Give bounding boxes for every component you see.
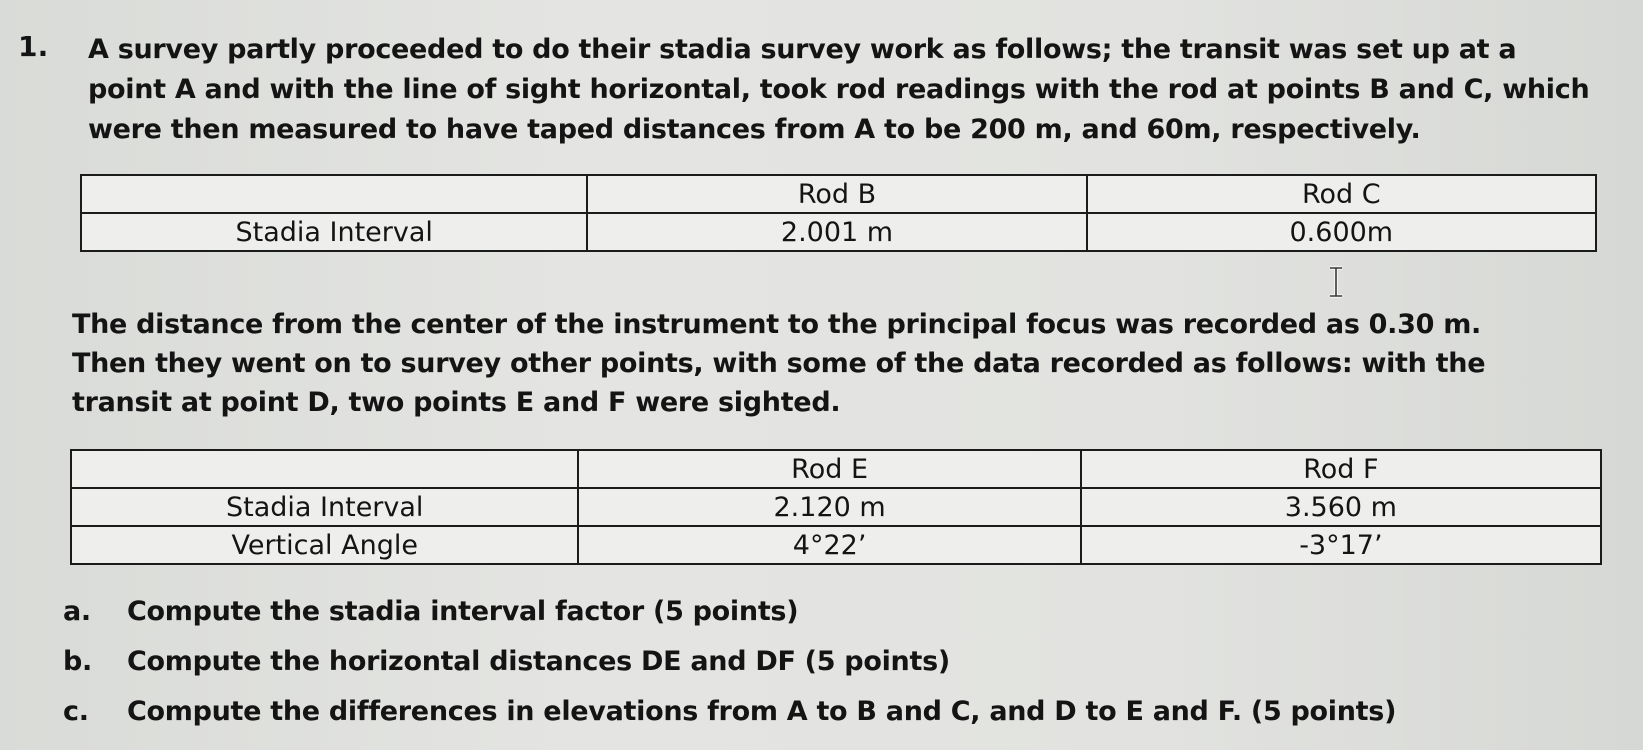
rod-ef-table [70, 449, 1602, 565]
table-header-cell-empty [81, 175, 587, 213]
question-marker: a. [63, 596, 91, 627]
question-list [60, 590, 1396, 740]
rod-f-stadia-interval: 3.560 m [1081, 488, 1601, 526]
table-header-cell-empty [71, 450, 578, 488]
row-label-stadia-interval: Stadia Interval [71, 488, 578, 526]
row-label-stadia-interval: Stadia Interval [81, 213, 587, 251]
rod-c-stadia-interval: 0.600m [1087, 213, 1596, 251]
text-cursor-icon [1328, 266, 1344, 298]
intro-line-2: point A and with the line of sight horizontal, took rod readings with the rod at points B and C, which [88, 74, 1590, 105]
rod-bc-table [80, 174, 1597, 252]
table-header-row [71, 450, 1601, 488]
list-item [60, 690, 1396, 740]
middle-line-2: Then they went on to survey other points, with some of the data recorded as follows: with the [72, 348, 1486, 379]
intro-line-3: were then measured to have taped distances from A to be 200 m, and 60m, respectively. [88, 114, 1421, 145]
list-item [60, 590, 1396, 640]
problem-middle-text [72, 305, 1485, 422]
rod-e-stadia-interval: 2.120 m [578, 488, 1080, 526]
table-header-rod-e: Rod E [578, 450, 1080, 488]
question-text: Compute the stadia interval factor (5 points) [127, 596, 799, 627]
table-row [71, 526, 1601, 564]
middle-line-1: The distance from the center of the instrument to the principal focus was recorded as 0.30 m. [72, 309, 1481, 340]
intro-line-1: A survey partly proceeded to do their stadia survey work as follows; the transit was set up at a [88, 34, 1517, 65]
table-header-row [81, 175, 1596, 213]
table-row [71, 488, 1601, 526]
middle-line-3: transit at point D, two points E and F were sighted. [72, 387, 841, 418]
row-label-vertical-angle: Vertical Angle [71, 526, 578, 564]
rod-b-stadia-interval: 2.001 m [587, 213, 1086, 251]
list-item [60, 640, 1396, 690]
problem-number: 1. [18, 30, 49, 63]
question-text: Compute the horizontal distances DE and DF (5 points) [127, 646, 950, 677]
table-header-rod-f: Rod F [1081, 450, 1601, 488]
problem-intro [88, 30, 1589, 150]
table-header-rod-c: Rod C [1087, 175, 1596, 213]
table-row [81, 213, 1596, 251]
question-marker: b. [63, 646, 92, 677]
question-text: Compute the differences in elevations from A to B and C, and D to E and F. (5 points) [127, 696, 1397, 727]
rod-e-vertical-angle: 4°22’ [578, 526, 1080, 564]
question-marker: c. [63, 696, 89, 727]
table-header-rod-b: Rod B [587, 175, 1086, 213]
rod-f-vertical-angle: -3°17’ [1081, 526, 1601, 564]
